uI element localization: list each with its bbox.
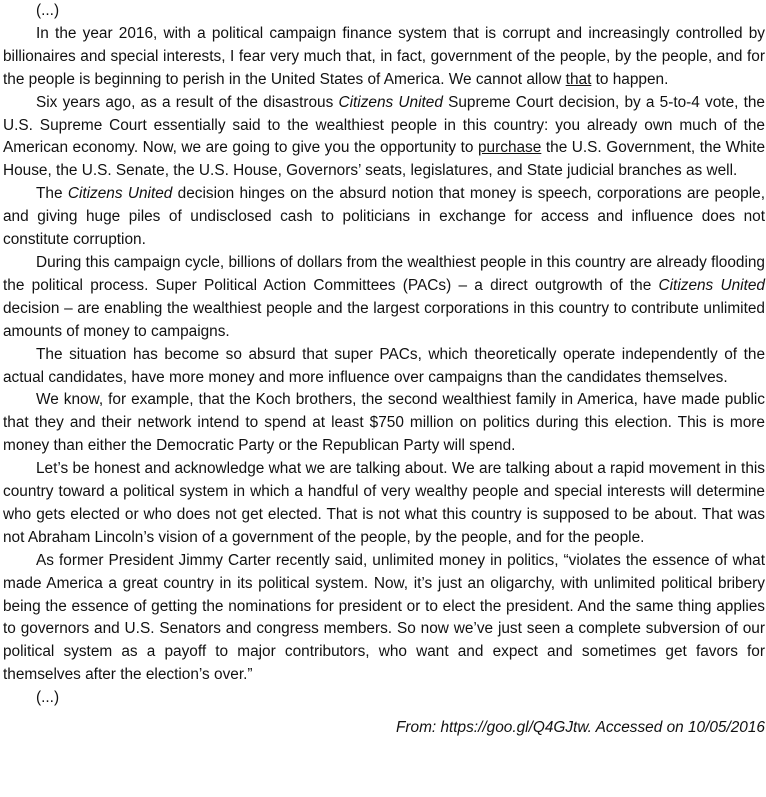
paragraph-text: The situation has become so absurd that super PACs, which theoretically operate independently of the actual candidates, have more money and more influence over campaigns than the candidates themselves. xyxy=(3,345,765,386)
paragraph-text: the U.S. Government, the White House, the U.S. Senate, the U.S. House, Governors’ seats, legislatures, and State judicial branches as well. xyxy=(3,139,765,180)
paragraph xyxy=(3,550,765,687)
paragraph-text: decision – are enabling the wealthiest people and the largest corporations in this country to contribute unlimited amounts of money to campaigns. xyxy=(3,299,765,340)
ellipsis-bottom: (...) xyxy=(36,689,60,707)
paragraph xyxy=(3,92,765,184)
source-citation: From: https://goo.gl/Q4GJtw. Accessed on 10/05/2016 xyxy=(395,719,765,737)
paragraph xyxy=(3,389,765,458)
paragraph-text: to happen. xyxy=(591,70,669,88)
paragraph-text: decision hinges on the absurd notion that money is speech, corporations are people, and giving huge piles of undisclosed cash to politicians in exchange for access and influence does not constitute corruption. xyxy=(3,185,765,249)
paragraph xyxy=(3,183,765,252)
document-body xyxy=(3,0,765,740)
paragraph-text: During this campaign cycle, billions of dollars from the wealthiest people in this country are already flooding the political process. Super Political Action Committees (PACs) – a direct outgrowth of the xyxy=(3,253,765,294)
italic-text: Citizens United xyxy=(338,93,443,111)
paragraph-text: We know, for example, that the Koch brothers, the second wealthiest family in America, have made public that they and their network intend to spend at least $750 million on politics during this election. This is more money than either the Democratic Party or the Republican Party will spend. xyxy=(3,391,765,455)
paragraph-text: Supreme Court decision, by a 5-to-4 vote, the U.S. Supreme Court essentially said to the wealthiest people in this country: you already own much of the American economy. Now, we are going to give you the opportunity to xyxy=(3,93,765,157)
italic-text: Citizens United xyxy=(658,276,765,294)
paragraph xyxy=(3,23,765,92)
paragraph xyxy=(3,344,765,390)
underlined-text: that xyxy=(565,70,592,88)
paragraph-list xyxy=(3,23,765,687)
paragraph-text: As former President Jimmy Carter recently said, unlimited money in politics, “violates the essence of what made America a great country in its political system. Now, it’s just an oligarchy, with unlimited political bribery being the essence of getting the nominations for president or to elect the president. And the same thing applies to governors and U.S. Senators and congress members. So now we’ve just seen a complete subversion of our political system as a payoff to major contributors, who want and expect and sometimes get favors for themselves after the election’s over.” xyxy=(3,551,765,684)
ellipsis-top: (...) xyxy=(36,2,60,19)
paragraph-text: In the year 2016, with a political campaign finance system that is corrupt and increasingly controlled by billionaires and special interests, I fear very much that, in fact, government of the people, by the people, and for the people is beginning to perish in the United States of America. We cannot allow xyxy=(3,24,765,88)
paragraph xyxy=(3,458,765,550)
paragraph-text: The xyxy=(36,185,68,203)
paragraph-text: Six years ago, as a result of the disastrous xyxy=(36,93,339,111)
italic-text: Citizens United xyxy=(67,185,173,203)
paragraph-text: Let’s be honest and acknowledge what we are talking about. We are talking about a rapid movement in this country toward a political system in which a handful of very wealthy people and special interests will determine who gets elected or who does not get elected. That is not what this country is supposed to be about. That was not Abraham Lincoln’s vision of a government of the people, by the people, and for the people. xyxy=(3,460,765,546)
underlined-text: purchase xyxy=(478,139,542,157)
paragraph xyxy=(3,252,765,344)
